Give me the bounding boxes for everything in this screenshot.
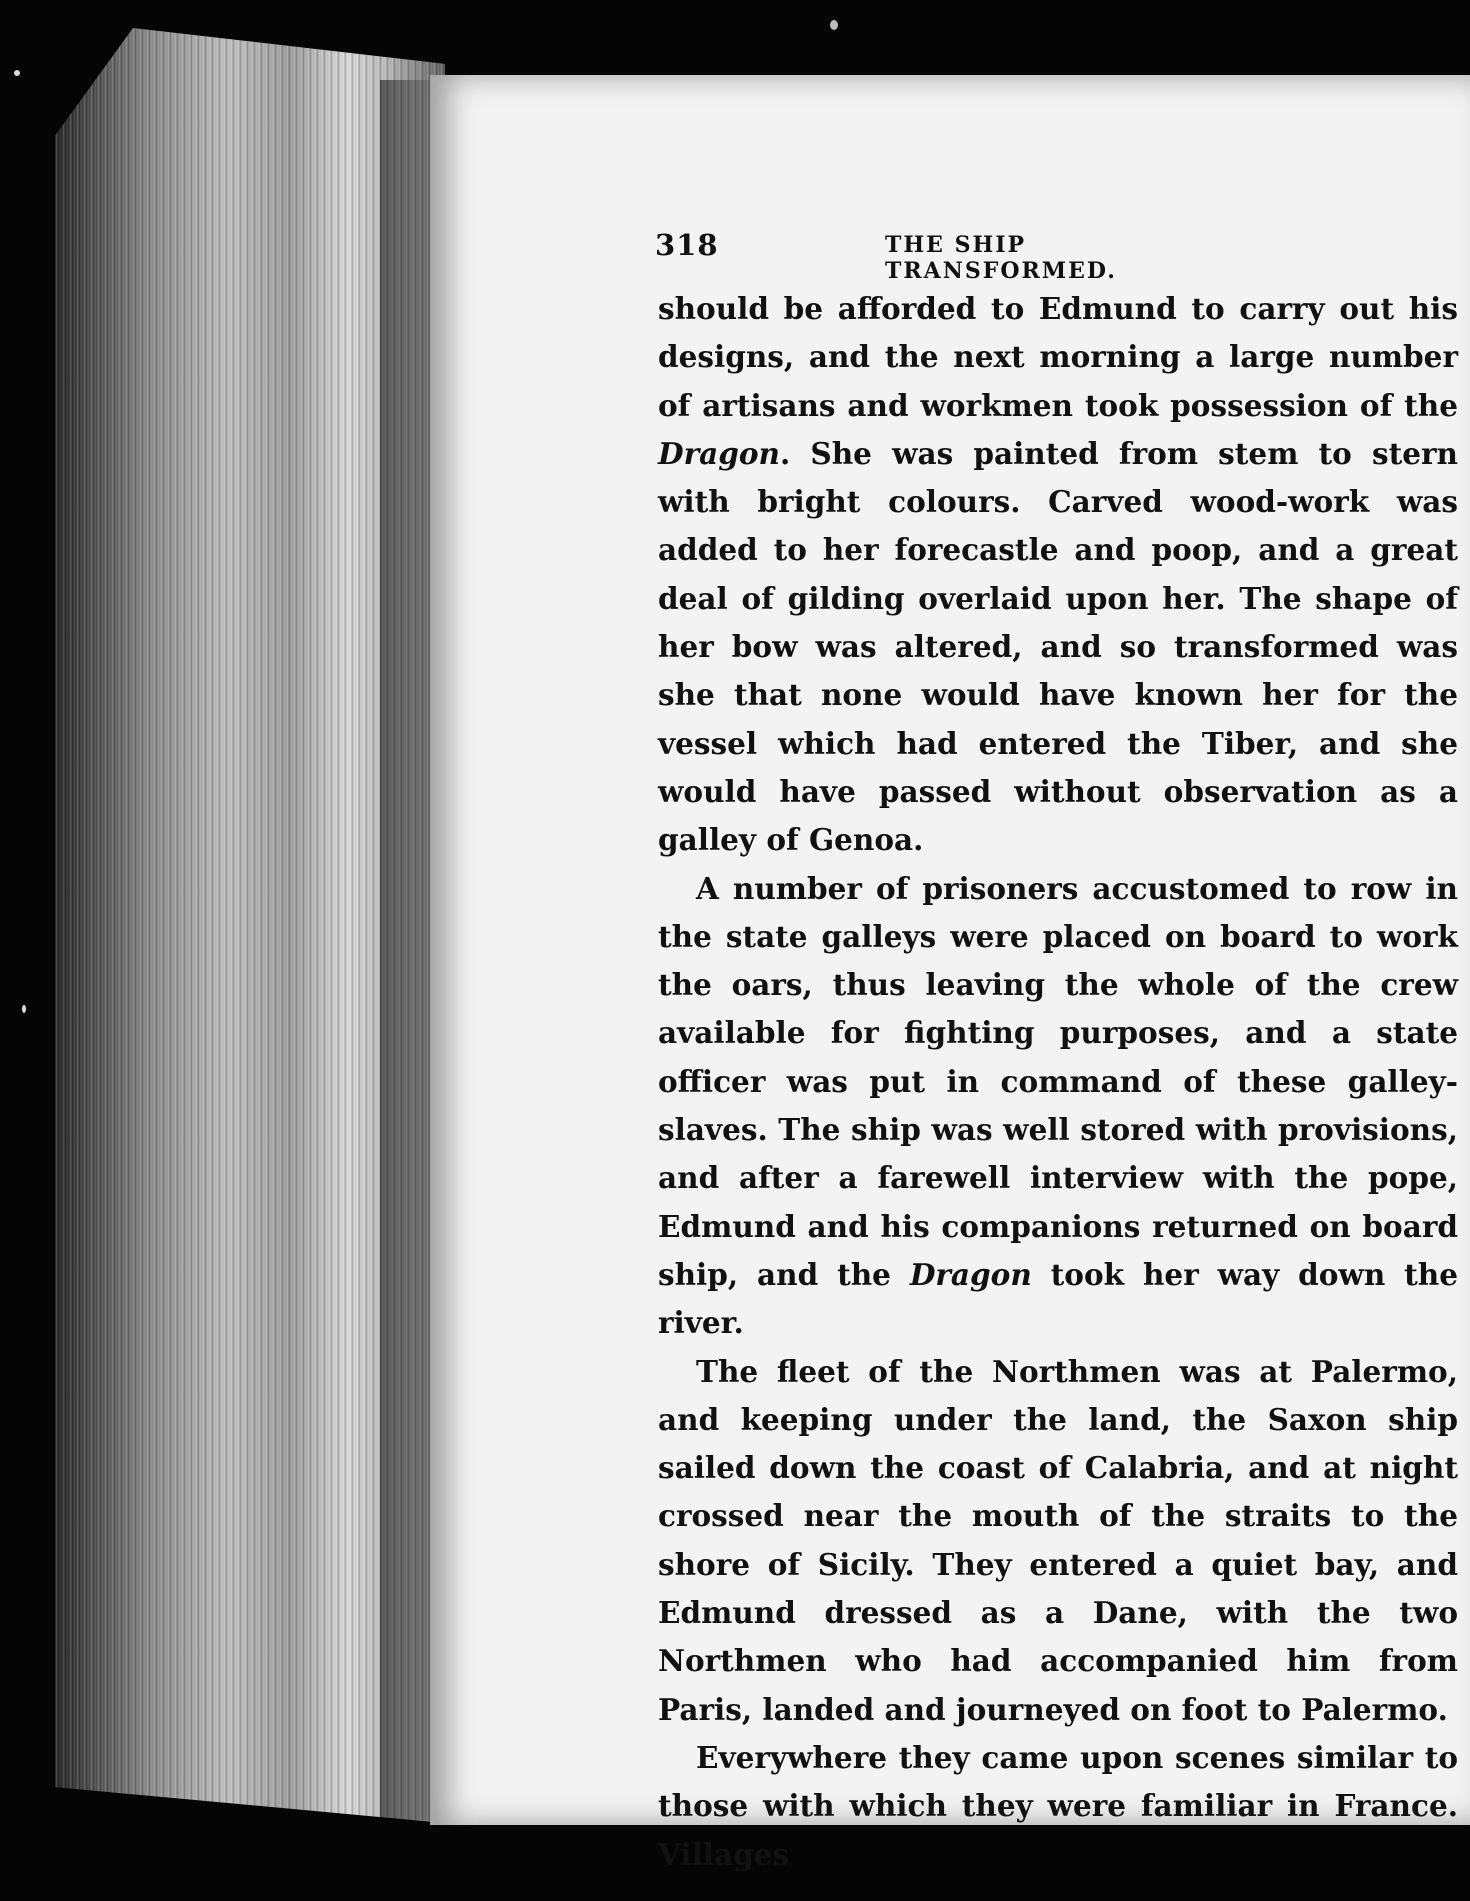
body-text — [658, 285, 1458, 1879]
dust-speck — [14, 70, 20, 76]
paragraph: The fleet of the Northmen was at Palermo, and keeping under the land, the Saxon ship sailed down the coast of Calabria, and at night crossed near the mouth of the straits to the shore of Sicily. They entered a quiet bay, and Edmund dressed as a Dane, with the two Northmen who had accompanied him from Paris, landed and journeyed on foot to Palermo. — [658, 1353, 1458, 1727]
running-title: THE SHIP TRANSFORMED. — [885, 232, 1117, 284]
dust-speck — [22, 1005, 26, 1013]
paragraph: Everywhere they came upon scenes similar to those with which they were familiar in France. Villages — [658, 1739, 1458, 1872]
page-number: 318 — [655, 228, 719, 262]
running-header — [655, 228, 1255, 284]
ship-name: Dragon — [909, 1256, 1032, 1292]
paragraph: A number of prisoners accustomed to row in the state galleys were placed on board to work the oars, thus leaving the whole of the crew available for fighting purposes, and a state officer was put in command of these galley-slaves. The ship was well stored with provisions, and after a farewell interview with the pope, Edmund and his companions returned on board ship, and the Dragon took her way down the river. — [658, 870, 1458, 1341]
ship-name: Dragon — [658, 435, 780, 471]
dust-speck — [830, 20, 838, 30]
paragraph: should be afforded to Edmund to carry out his designs, and the next morning a large number of artisans and workmen took possession of the Dragon. She was painted from stem to stern with bright colours. Carved wood-work was added to her forecastle and poop, and a great deal of gilding overlaid upon her. The shape of her bow was altered, and so transformed was she that none would have known her for the vessel which had entered the Tiber, and she would have passed without observation as a galley of Genoa. — [658, 291, 1458, 858]
